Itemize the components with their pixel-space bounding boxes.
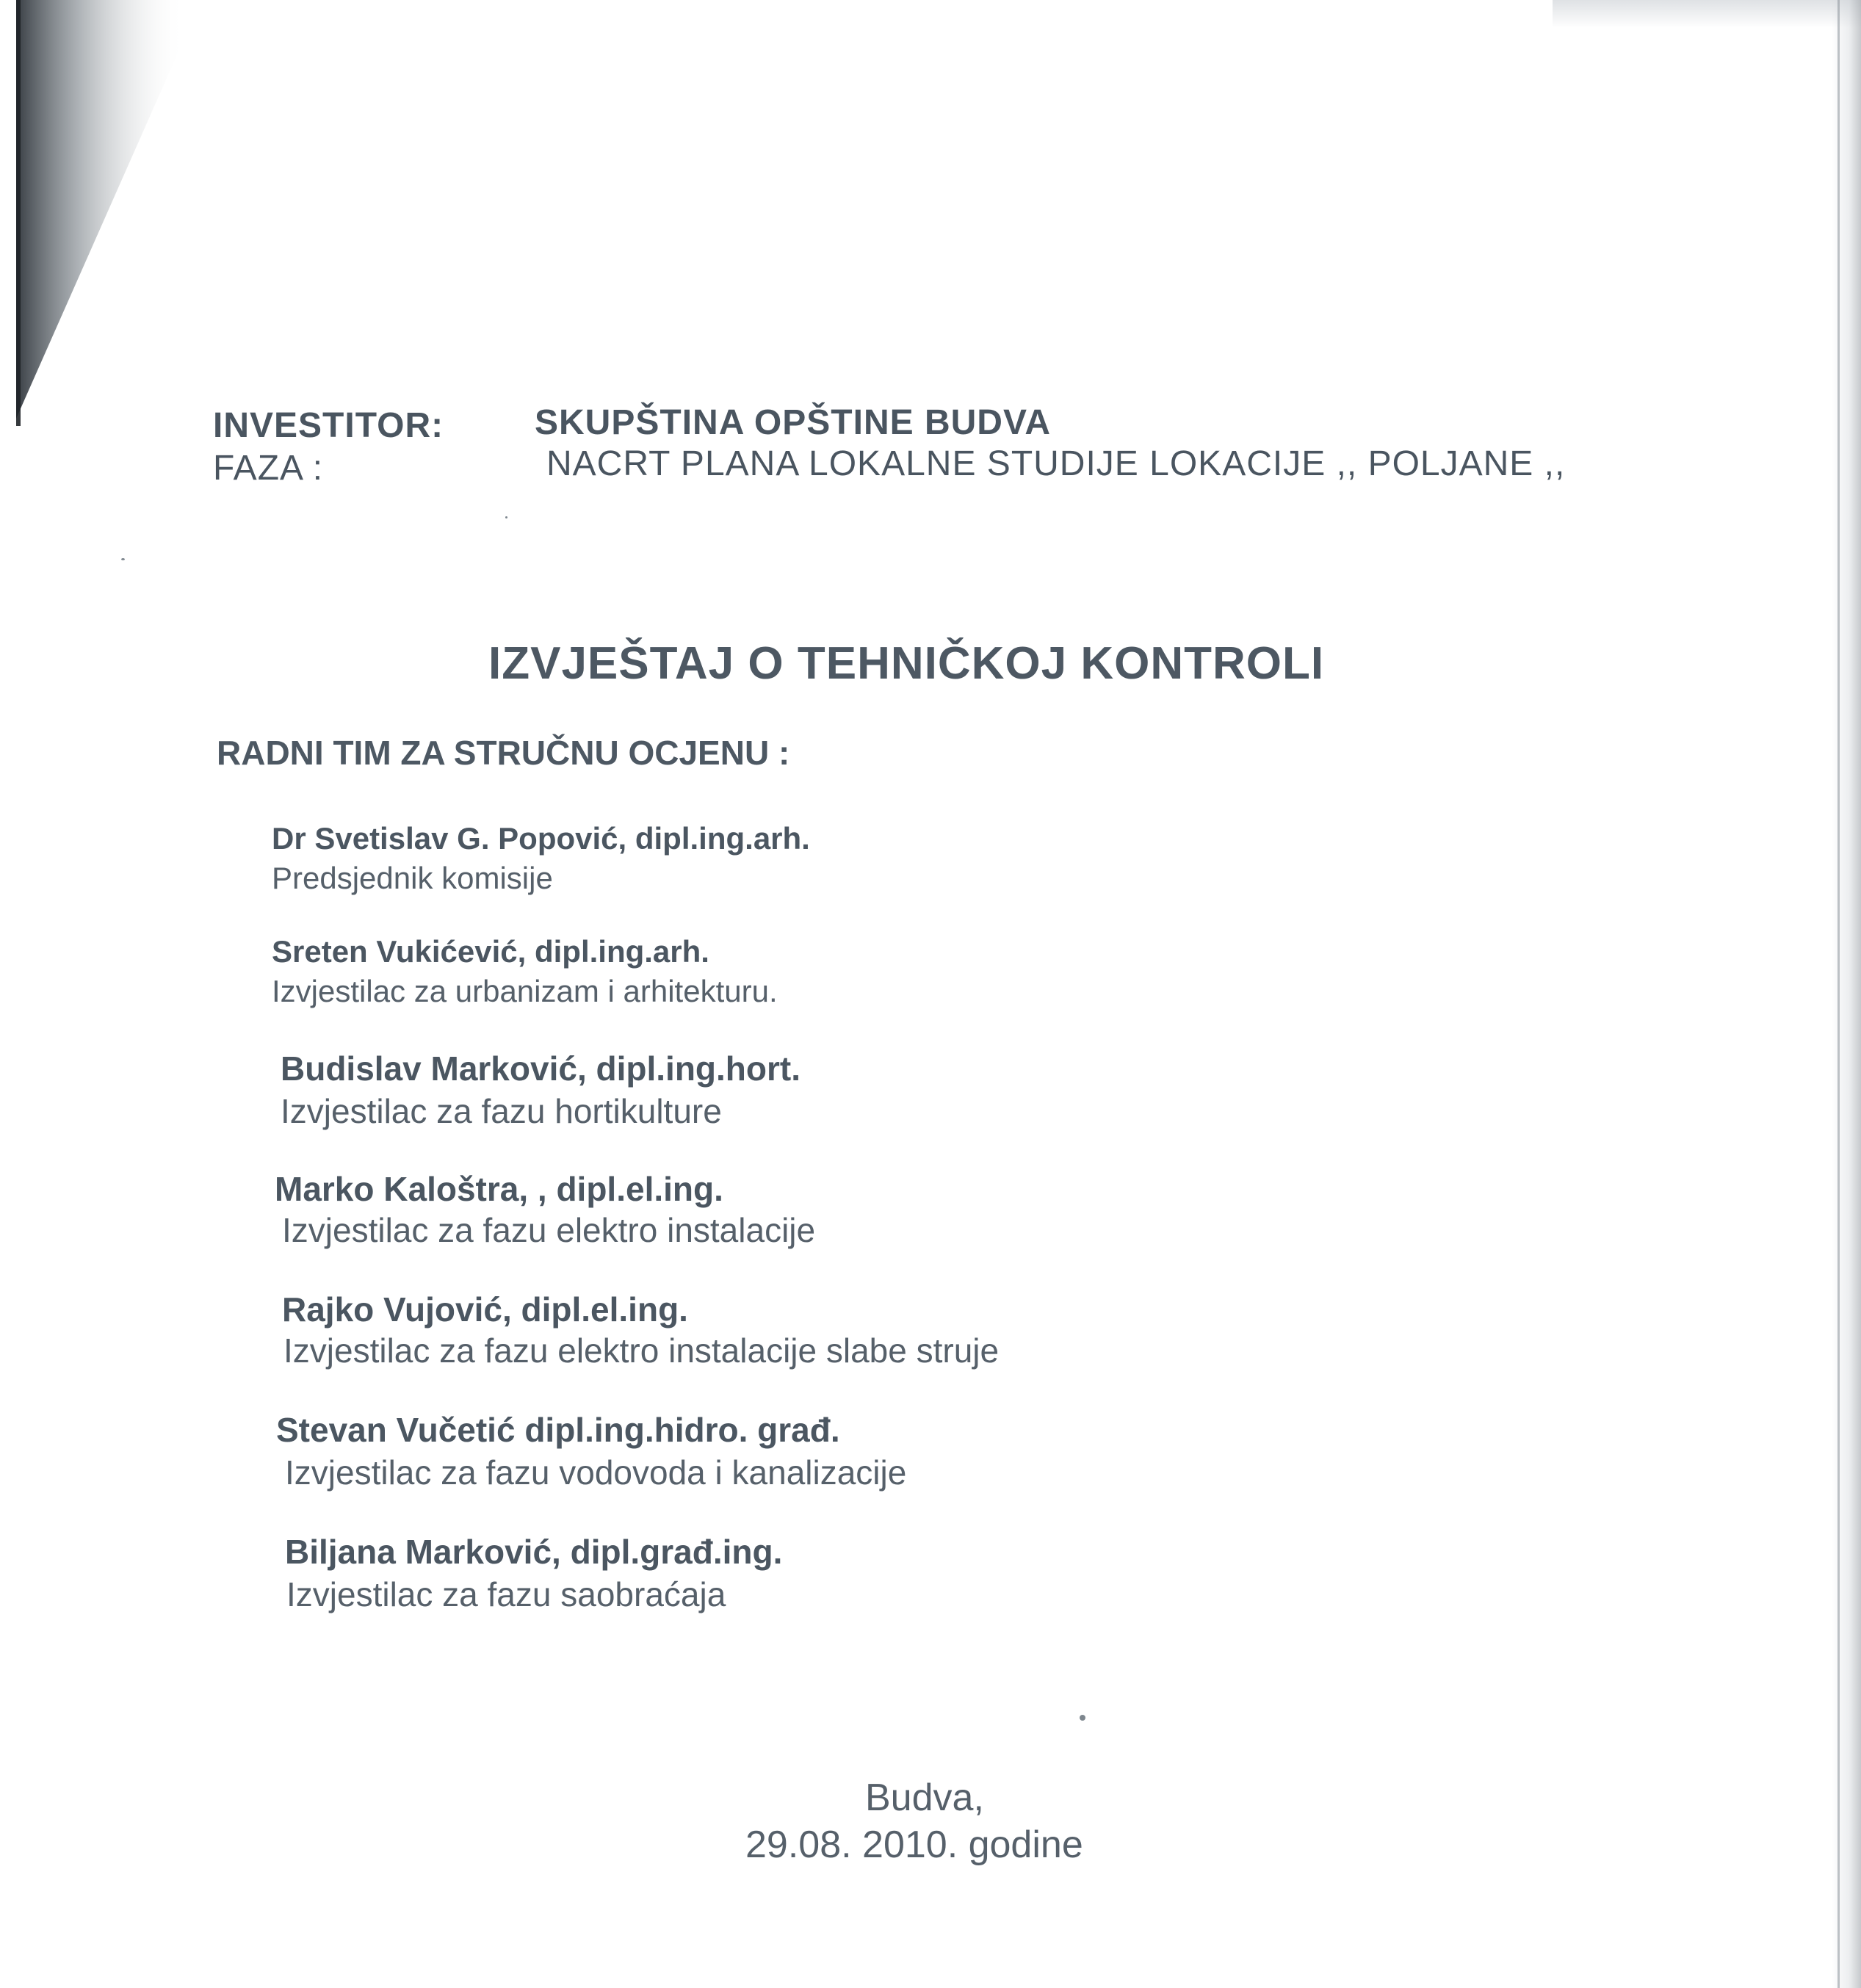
scan-speck <box>121 558 125 560</box>
scan-speck <box>1080 1715 1085 1721</box>
scan-top-edge-artifact <box>1553 0 1861 28</box>
member-name: Marko Kaloštra, , dipl.el.ing. <box>275 1170 723 1208</box>
faza-label: FAZA : <box>213 449 324 488</box>
member-name: Budislav Marković, dipl.ing.hort. <box>281 1049 801 1088</box>
document-title: IZVJEŠTAJ O TEHNIČKOJ KONTROLI <box>488 638 1325 689</box>
footer-place: Budva, <box>865 1776 984 1819</box>
member-role: Izvjestilac za fazu elektro instalacije slabe struje <box>283 1331 1000 1370</box>
member-role: Izvjestilac za fazu hortikulture <box>281 1092 722 1130</box>
member-name: Sreten Vukićević, dipl.ing.arh. <box>272 934 709 969</box>
faza-value: NACRT PLANA LOKALNE STUDIJE LOKACIJE ,, POLJANE ,, <box>546 444 1566 483</box>
team-heading: RADNI TIM ZA STRUČNU OCJENU : <box>217 734 790 772</box>
investitor-value: SKUPŠTINA OPŠTINE BUDVA <box>535 403 1052 442</box>
member-role: Izvjestilac za fazu saobraćaja <box>286 1575 726 1613</box>
member-role: Predsjednik komisije <box>272 861 553 895</box>
member-name: Dr Svetislav G. Popović, dipl.ing.arh. <box>272 821 810 856</box>
investitor-label: INVESTITOR: <box>213 406 444 445</box>
member-name: Biljana Marković, dipl.građ.ing. <box>285 1533 783 1571</box>
member-role: Izvjestilac za urbanizam i arhitekturu. <box>272 974 778 1008</box>
member-name: Rajko Vujović, dipl.el.ing. <box>282 1290 688 1329</box>
scan-shadow-artifact <box>16 0 185 426</box>
scan-speck <box>505 516 507 518</box>
scan-right-edge-artifact <box>1832 0 1861 1988</box>
member-name: Stevan Vučetić dipl.ing.hidro. građ. <box>276 1411 840 1449</box>
footer-date: 29.08. 2010. godine <box>745 1823 1083 1866</box>
member-role: Izvjestilac za fazu elektro instalacije <box>282 1211 816 1249</box>
member-role: Izvjestilac za fazu vodovoda i kanalizacije <box>285 1453 907 1492</box>
scan-right-line-artifact <box>1837 0 1840 1988</box>
